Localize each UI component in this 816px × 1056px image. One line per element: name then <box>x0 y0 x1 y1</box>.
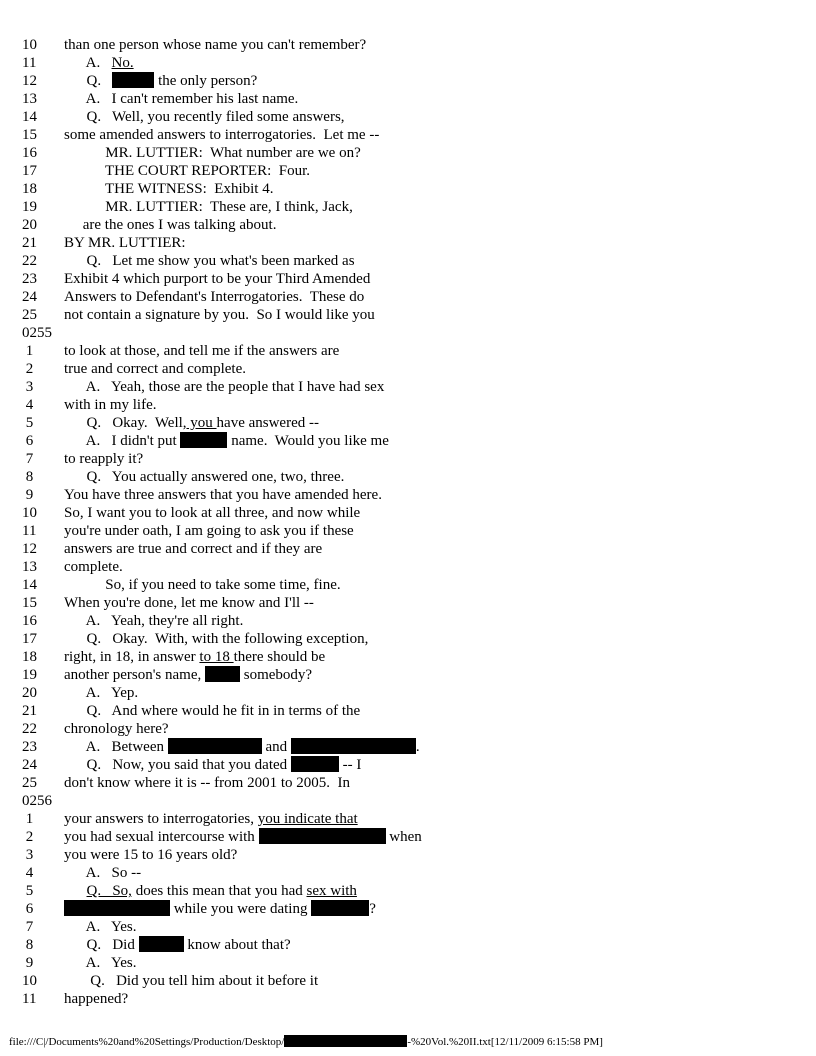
line-text <box>64 432 816 450</box>
line-number: 12 <box>22 541 37 557</box>
line-text <box>64 108 816 126</box>
text-segment: you were 15 to 16 years old? <box>64 847 238 863</box>
transcript-line <box>0 990 816 1008</box>
text-segment: Q. Let me show you what's been marked as <box>64 253 355 269</box>
redaction-box <box>64 900 170 916</box>
line-text <box>64 504 816 522</box>
text-segment: than one person whose name you can't remember? <box>64 37 367 53</box>
line-text <box>64 396 816 414</box>
transcript-line <box>0 504 816 522</box>
line-text <box>64 486 816 504</box>
line-text <box>64 270 816 288</box>
text-segment: not contain a signature by you. So I would like you <box>64 307 375 323</box>
text-segment: A. I didn't put <box>64 433 181 449</box>
transcript-line <box>0 630 816 648</box>
text-segment: right, in 18, in answer <box>64 649 200 665</box>
text-segment: when <box>385 829 422 845</box>
text-segment: Q. Now, you said that you dated <box>64 757 291 773</box>
transcript-line <box>0 234 816 252</box>
line-text <box>64 954 816 972</box>
transcript-line <box>0 612 816 630</box>
transcript-line <box>0 342 816 360</box>
line-number: 10 <box>22 37 37 53</box>
text-segment: THE COURT REPORTER: Four. <box>64 163 311 179</box>
line-text <box>64 558 816 576</box>
transcript-line <box>0 414 816 432</box>
line-text <box>64 720 816 738</box>
text-segment: A. Between <box>64 739 168 755</box>
text-segment: Q. <box>64 73 113 89</box>
text-segment: Q. Did <box>64 937 139 953</box>
line-text <box>64 792 816 810</box>
line-number: 21 <box>22 235 37 251</box>
text-segment: Q. Well, you recently filed some answers, <box>64 109 345 125</box>
transcript-line <box>0 810 816 828</box>
text-segment: A. I can't remember his last name. <box>64 91 299 107</box>
text-segment: there should be <box>233 649 326 665</box>
text-segment: -- I <box>338 757 362 773</box>
text-segment: A. So -- <box>64 865 142 881</box>
line-number: 6 <box>22 901 34 917</box>
line-number: 3 <box>22 847 34 863</box>
text-segment: the only person? <box>154 73 258 89</box>
text-segment: BY MR. LUTTIER: <box>64 235 186 251</box>
line-text <box>64 234 816 252</box>
line-text <box>64 414 816 432</box>
text-segment: to look at those, and tell me if the answers are <box>64 343 340 359</box>
line-number: 11 <box>22 523 37 539</box>
line-text <box>64 810 816 828</box>
line-number: 18 <box>22 649 37 665</box>
line-number: 4 <box>22 865 34 881</box>
text-segment: and <box>261 739 291 755</box>
text-segment: A. Yes. <box>64 955 137 971</box>
transcript-line <box>0 36 816 54</box>
line-text <box>64 252 816 270</box>
line-text <box>64 756 816 774</box>
underlined-text-segment: Q. So, <box>86 883 132 899</box>
line-number: 23 <box>22 739 37 755</box>
line-number: 7 <box>22 451 34 467</box>
transcript-line <box>0 972 816 990</box>
line-text <box>64 72 816 90</box>
line-number: 7 <box>22 919 34 935</box>
redaction-box <box>112 72 154 88</box>
line-text <box>64 972 816 990</box>
text-segment: complete. <box>64 559 123 575</box>
text-segment: are the ones I was talking about. <box>64 217 277 233</box>
underlined-text-segment: sex with <box>306 883 357 899</box>
line-number: 2 <box>22 361 34 377</box>
line-number: 24 <box>22 757 37 773</box>
text-segment: chronology here? <box>64 721 169 737</box>
line-text <box>64 342 816 360</box>
line-number: 17 <box>22 631 37 647</box>
transcript-line <box>0 306 816 324</box>
line-text <box>64 684 816 702</box>
line-text <box>64 702 816 720</box>
line-number: 3 <box>22 379 34 395</box>
transcript-line <box>0 486 816 504</box>
line-text <box>64 936 816 954</box>
line-number: 18 <box>22 181 37 197</box>
page-footer <box>9 1035 603 1049</box>
line-text <box>64 306 816 324</box>
line-text <box>64 450 816 468</box>
transcript-line <box>0 720 816 738</box>
redaction-box <box>284 1035 407 1047</box>
text-segment: ? <box>369 901 376 917</box>
line-number: 22 <box>22 721 37 737</box>
text-segment: Q. Okay. Well <box>64 415 183 431</box>
transcript-line <box>0 360 816 378</box>
line-text <box>64 846 816 864</box>
text-segment: Q. Did you tell him about it before it <box>64 973 319 989</box>
line-number: 10 <box>22 505 37 521</box>
line-number: 14 <box>22 577 37 593</box>
text-segment: You have three answers that you have amended here. <box>64 487 382 503</box>
text-segment: MR. LUTTIER: These are, I think, Jack, <box>64 199 353 215</box>
line-text <box>64 738 816 756</box>
transcript-line <box>0 432 816 450</box>
line-number: 1 <box>22 343 34 359</box>
line-text <box>64 180 816 198</box>
transcript-line <box>0 558 816 576</box>
underlined-text-segment: to 18 <box>199 649 234 665</box>
line-text <box>64 90 816 108</box>
transcript-line <box>0 252 816 270</box>
transcript-line <box>0 918 816 936</box>
transcript-line <box>0 54 816 72</box>
transcript-line <box>0 396 816 414</box>
text-segment: A. Yes. <box>64 919 137 935</box>
transcript-line <box>0 648 816 666</box>
line-number: 11 <box>22 991 37 1007</box>
line-text <box>64 828 816 846</box>
transcript-line <box>0 774 816 792</box>
text-segment: So, I want you to look at all three, and now while <box>64 505 361 521</box>
text-segment: MR. LUTTIER: What number are we on? <box>64 145 361 161</box>
transcript-line <box>0 270 816 288</box>
text-segment: A. <box>64 55 112 71</box>
line-number: 5 <box>22 883 34 899</box>
text-segment: with in my life. <box>64 397 157 413</box>
redaction-box <box>259 828 386 844</box>
text-segment: answers are true and correct and if they are <box>64 541 323 557</box>
line-number: 15 <box>22 595 37 611</box>
transcript-line <box>0 378 816 396</box>
line-text <box>64 216 816 234</box>
transcript-line <box>0 126 816 144</box>
transcript-line <box>0 828 816 846</box>
transcript-line <box>0 738 816 756</box>
line-text <box>64 144 816 162</box>
line-text <box>64 522 816 540</box>
line-text <box>64 882 816 900</box>
text-segment: Exhibit 4 which purport to be your Third Amended <box>64 271 371 287</box>
line-text <box>64 900 816 918</box>
transcript-line <box>0 576 816 594</box>
text-segment: Q. Okay. With, with the following exception, <box>64 631 369 647</box>
transcript-line <box>0 540 816 558</box>
transcript-line <box>0 594 816 612</box>
transcript-line <box>0 450 816 468</box>
line-number: 12 <box>22 73 37 89</box>
transcript-line <box>0 756 816 774</box>
line-number: 23 <box>22 271 37 287</box>
underlined-text-segment: , you <box>182 415 217 431</box>
text-segment: some amended answers to interrogatories. Let me -- <box>64 127 380 143</box>
transcript-line <box>0 468 816 486</box>
transcript-line <box>0 72 816 90</box>
line-number: 16 <box>22 145 37 161</box>
line-number: 24 <box>22 289 37 305</box>
text-segment: know about that? <box>183 937 291 953</box>
transcript-line <box>0 666 816 684</box>
text-segment: your answers to interrogatories, <box>64 811 258 827</box>
text-segment: . <box>415 739 420 755</box>
text-segment: true and correct and complete. <box>64 361 246 377</box>
line-text <box>64 648 816 666</box>
text-segment: somebody? <box>240 667 313 683</box>
line-text <box>64 360 816 378</box>
text-segment: you had sexual intercourse with <box>64 829 259 845</box>
line-number: 17 <box>22 163 37 179</box>
text-segment: you're under oath, I am going to ask you if these <box>64 523 354 539</box>
text-segment: another person's name, <box>64 667 205 683</box>
redaction-box <box>168 738 262 754</box>
line-number: 8 <box>22 469 34 485</box>
line-number: 13 <box>22 559 37 575</box>
line-number: 19 <box>22 199 37 215</box>
line-number: 0256 <box>22 793 52 809</box>
line-text <box>64 540 816 558</box>
text-segment: -%20Vol.%20II.txt[12/11/2009 6:15:58 PM] <box>407 1036 603 1048</box>
text-segment: name. Would you like me <box>227 433 389 449</box>
line-number: 9 <box>22 487 34 503</box>
line-text <box>64 918 816 936</box>
transcript-line <box>0 180 816 198</box>
line-number: 11 <box>22 55 37 71</box>
transcript-line <box>0 936 816 954</box>
line-number: 8 <box>22 937 34 953</box>
line-number: 15 <box>22 127 37 143</box>
transcript-line <box>0 684 816 702</box>
line-text <box>64 288 816 306</box>
line-number: 2 <box>22 829 34 845</box>
line-text <box>64 198 816 216</box>
text-segment: have answered -- <box>216 415 319 431</box>
line-number: 6 <box>22 433 34 449</box>
transcript-line <box>0 882 816 900</box>
page-number-line <box>0 792 816 810</box>
line-text <box>64 864 816 882</box>
line-number: 0255 <box>22 325 52 341</box>
text-segment: THE WITNESS: Exhibit 4. <box>64 181 274 197</box>
line-number: 25 <box>22 307 37 323</box>
transcript-line <box>0 288 816 306</box>
underlined-text-segment: you indicate that <box>257 811 358 827</box>
text-segment: So, if you need to take some time, fine. <box>64 577 341 593</box>
transcript-line <box>0 864 816 882</box>
line-number: 1 <box>22 811 34 827</box>
text-segment: does this mean that you had <box>131 883 307 899</box>
text-segment: When you're done, let me know and I'll -- <box>64 595 314 611</box>
line-number: 21 <box>22 703 37 719</box>
transcript-line <box>0 144 816 162</box>
line-text <box>64 576 816 594</box>
transcript-line <box>0 216 816 234</box>
line-text <box>64 612 816 630</box>
line-number: 14 <box>22 109 37 125</box>
redaction-box <box>180 432 227 448</box>
page-number-line <box>0 324 816 342</box>
redaction-box <box>291 738 416 754</box>
line-text <box>64 630 816 648</box>
text-segment: happened? <box>64 991 129 1007</box>
redaction-box <box>205 666 240 682</box>
line-number: 4 <box>22 397 34 413</box>
line-text <box>64 54 816 72</box>
text-segment: A. Yeah, those are the people that I have had sex <box>64 379 385 395</box>
text-segment: A. Yeah, they're all right. <box>64 613 244 629</box>
transcript-line <box>0 900 816 918</box>
line-number: 10 <box>22 973 37 989</box>
text-segment: don't know where it is -- from 2001 to 2005. In <box>64 775 350 791</box>
redaction-box <box>311 900 369 916</box>
line-number: 16 <box>22 613 37 629</box>
transcript-line <box>0 522 816 540</box>
text-segment: to reapply it? <box>64 451 144 467</box>
line-number: 5 <box>22 415 34 431</box>
line-text <box>64 324 816 342</box>
line-number: 19 <box>22 667 37 683</box>
redaction-box <box>291 756 339 772</box>
transcript-line <box>0 954 816 972</box>
line-number: 25 <box>22 775 37 791</box>
line-text <box>64 378 816 396</box>
line-number: 20 <box>22 685 37 701</box>
transcript-line <box>0 198 816 216</box>
line-text <box>64 468 816 486</box>
transcript-line <box>0 108 816 126</box>
text-segment <box>64 883 87 899</box>
redaction-box <box>139 936 184 952</box>
text-segment: Q. And where would he fit in in terms of the <box>64 703 361 719</box>
line-number: 9 <box>22 955 34 971</box>
text-segment: Q. You actually answered one, two, three. <box>64 469 345 485</box>
text-segment: while you were dating <box>170 901 312 917</box>
transcript-line <box>0 846 816 864</box>
line-text <box>64 126 816 144</box>
text-segment: A. Yep. <box>64 685 139 701</box>
line-number: 22 <box>22 253 37 269</box>
line-text <box>64 162 816 180</box>
line-text <box>64 36 816 54</box>
underlined-text-segment: No. <box>111 55 134 71</box>
line-number: 20 <box>22 217 37 233</box>
transcript-line <box>0 90 816 108</box>
text-segment: file:///C|/Documents%20and%20Settings/Production/Desktop/ <box>9 1036 285 1048</box>
line-number: 13 <box>22 91 37 107</box>
line-text <box>64 666 816 684</box>
line-text <box>64 594 816 612</box>
line-text <box>64 774 816 792</box>
transcript-line <box>0 162 816 180</box>
text-segment: Answers to Defendant's Interrogatories. These do <box>64 289 365 305</box>
line-text <box>64 990 816 1008</box>
transcript-line <box>0 702 816 720</box>
